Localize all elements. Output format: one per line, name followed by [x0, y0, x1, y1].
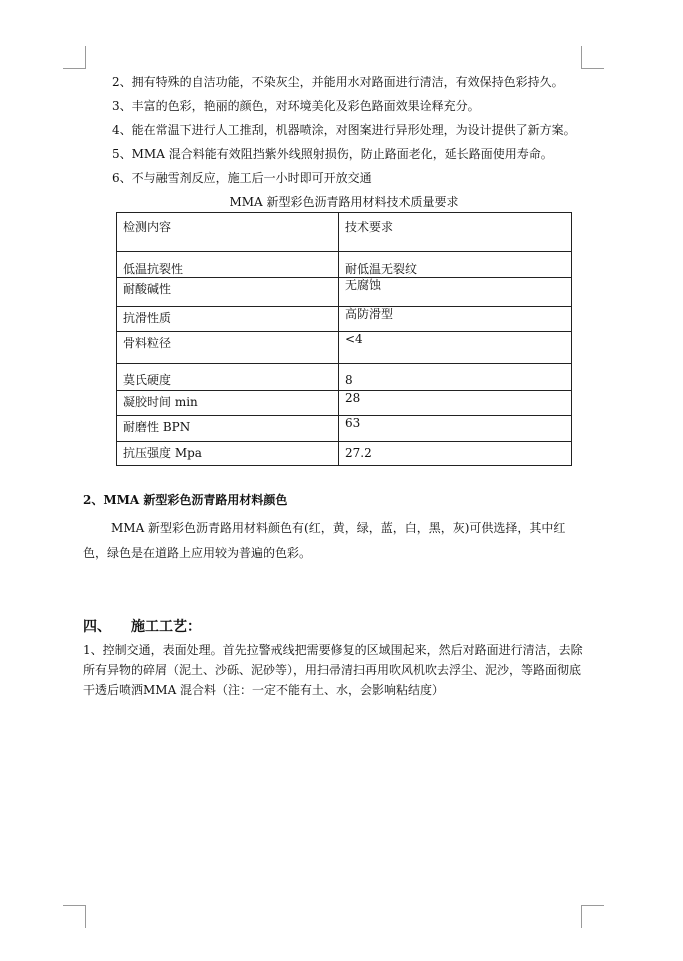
table-cell [339, 391, 572, 416]
table-cell-text: 耐酸碱性 [123, 282, 172, 296]
table-cell [117, 416, 339, 442]
table-cell-text: 高防滑型 [345, 307, 394, 321]
table-cell-text: 63 [345, 416, 361, 430]
table-cell [117, 364, 339, 391]
table-row [117, 278, 572, 307]
table-cell-text: 28 [345, 391, 361, 405]
crop-mark-top-right [581, 46, 604, 69]
table-cell-text: 抗滑性质 [123, 311, 172, 325]
table-cell: 低温抗裂性 [117, 252, 339, 278]
table-cell [339, 278, 572, 307]
table-cell-text: 8 [345, 373, 353, 387]
table-header-cell: 检测内容 [117, 213, 339, 252]
table-cell: 耐低温无裂纹 [339, 252, 572, 278]
table-row [117, 364, 572, 391]
table-cell [339, 307, 572, 332]
table-row [117, 416, 572, 442]
table-cell [117, 278, 339, 307]
crop-mark-bottom-right [581, 905, 604, 928]
section-2-paragraph: MMA 新型彩色沥青路用材料颜色有(红，黄，绿，蓝，白，黑，灰)可供选择，其中红色，绿色是在道路上应用较为普遍的色彩。 [83, 521, 566, 560]
table-cell-text: 骨料粒径 [123, 336, 172, 350]
construction-step-1: 1、控制交通，表面处理。首先拉警戒线把需要修复的区域围起来，然后对路面进行清洁，去除所有异物的碎屑（泥土、沙砾、泥砂等），用扫帚清扫再用吹风机吹去浮尘、泥沙，等路面彻底干透后喷洒MMA 混合料（注：一定不能有土、水，会影响粘结度） [83, 643, 583, 697]
table-cell-text: 27.2 [345, 446, 372, 460]
section-4-number: 四、 [83, 619, 111, 635]
table-cell [117, 332, 339, 364]
feature-item-6: 6、不与融雪剂反应，施工后一小时即可开放交通 [112, 171, 372, 185]
feature-item-2: 2、拥有特殊的自洁功能，不染灰尘，并能用水对路面进行清洁，有效保持色彩持久。 [112, 75, 564, 89]
crop-mark-bottom-left [63, 905, 86, 928]
table-cell [339, 332, 572, 364]
section-2-heading: 2、MMA 新型彩色沥青路用材料颜色 [83, 493, 288, 507]
table-row [117, 332, 572, 364]
table-cell [339, 364, 572, 391]
section-4-heading [83, 616, 201, 636]
table-header-row [117, 213, 572, 252]
table-cell-text: 凝胶时间 min [123, 395, 198, 409]
feature-item-4: 4、能在常温下进行人工推刮，机器喷涂，对图案进行异形处理，为设计提供了新方案。 [112, 123, 576, 137]
table-cell-text: 耐磨性 BPN [123, 420, 191, 434]
spec-table [116, 212, 572, 466]
table-header-cell: 技术要求 [339, 213, 572, 252]
table-cell [117, 307, 339, 332]
table-cell [339, 416, 572, 442]
table-title: MMA 新型彩色沥青路用材料技术质量要求 [229, 195, 459, 209]
crop-mark-top-left [63, 46, 86, 69]
table-cell-text: 莫氏硬度 [123, 373, 172, 387]
table-cell [117, 442, 339, 466]
feature-item-3: 3、丰富的色彩，艳丽的颜色，对环境美化及彩色路面效果诠释充分。 [112, 99, 480, 113]
feature-item-5: 5、MMA 混合料能有效阻挡紫外线照射损伤，防止路面老化，延长路面使用寿命。 [112, 147, 553, 161]
table-row [117, 391, 572, 416]
section-4-title: 施工工艺： [131, 619, 201, 635]
table-cell-text: 抗压强度 Mpa [123, 446, 202, 460]
table-cell-text: 无腐蚀 [345, 278, 382, 292]
table-cell [117, 391, 339, 416]
table-cell-text: <4 [345, 332, 363, 346]
table-row [117, 307, 572, 332]
table-row [117, 252, 572, 278]
table-cell [339, 442, 572, 466]
table-row [117, 442, 572, 466]
